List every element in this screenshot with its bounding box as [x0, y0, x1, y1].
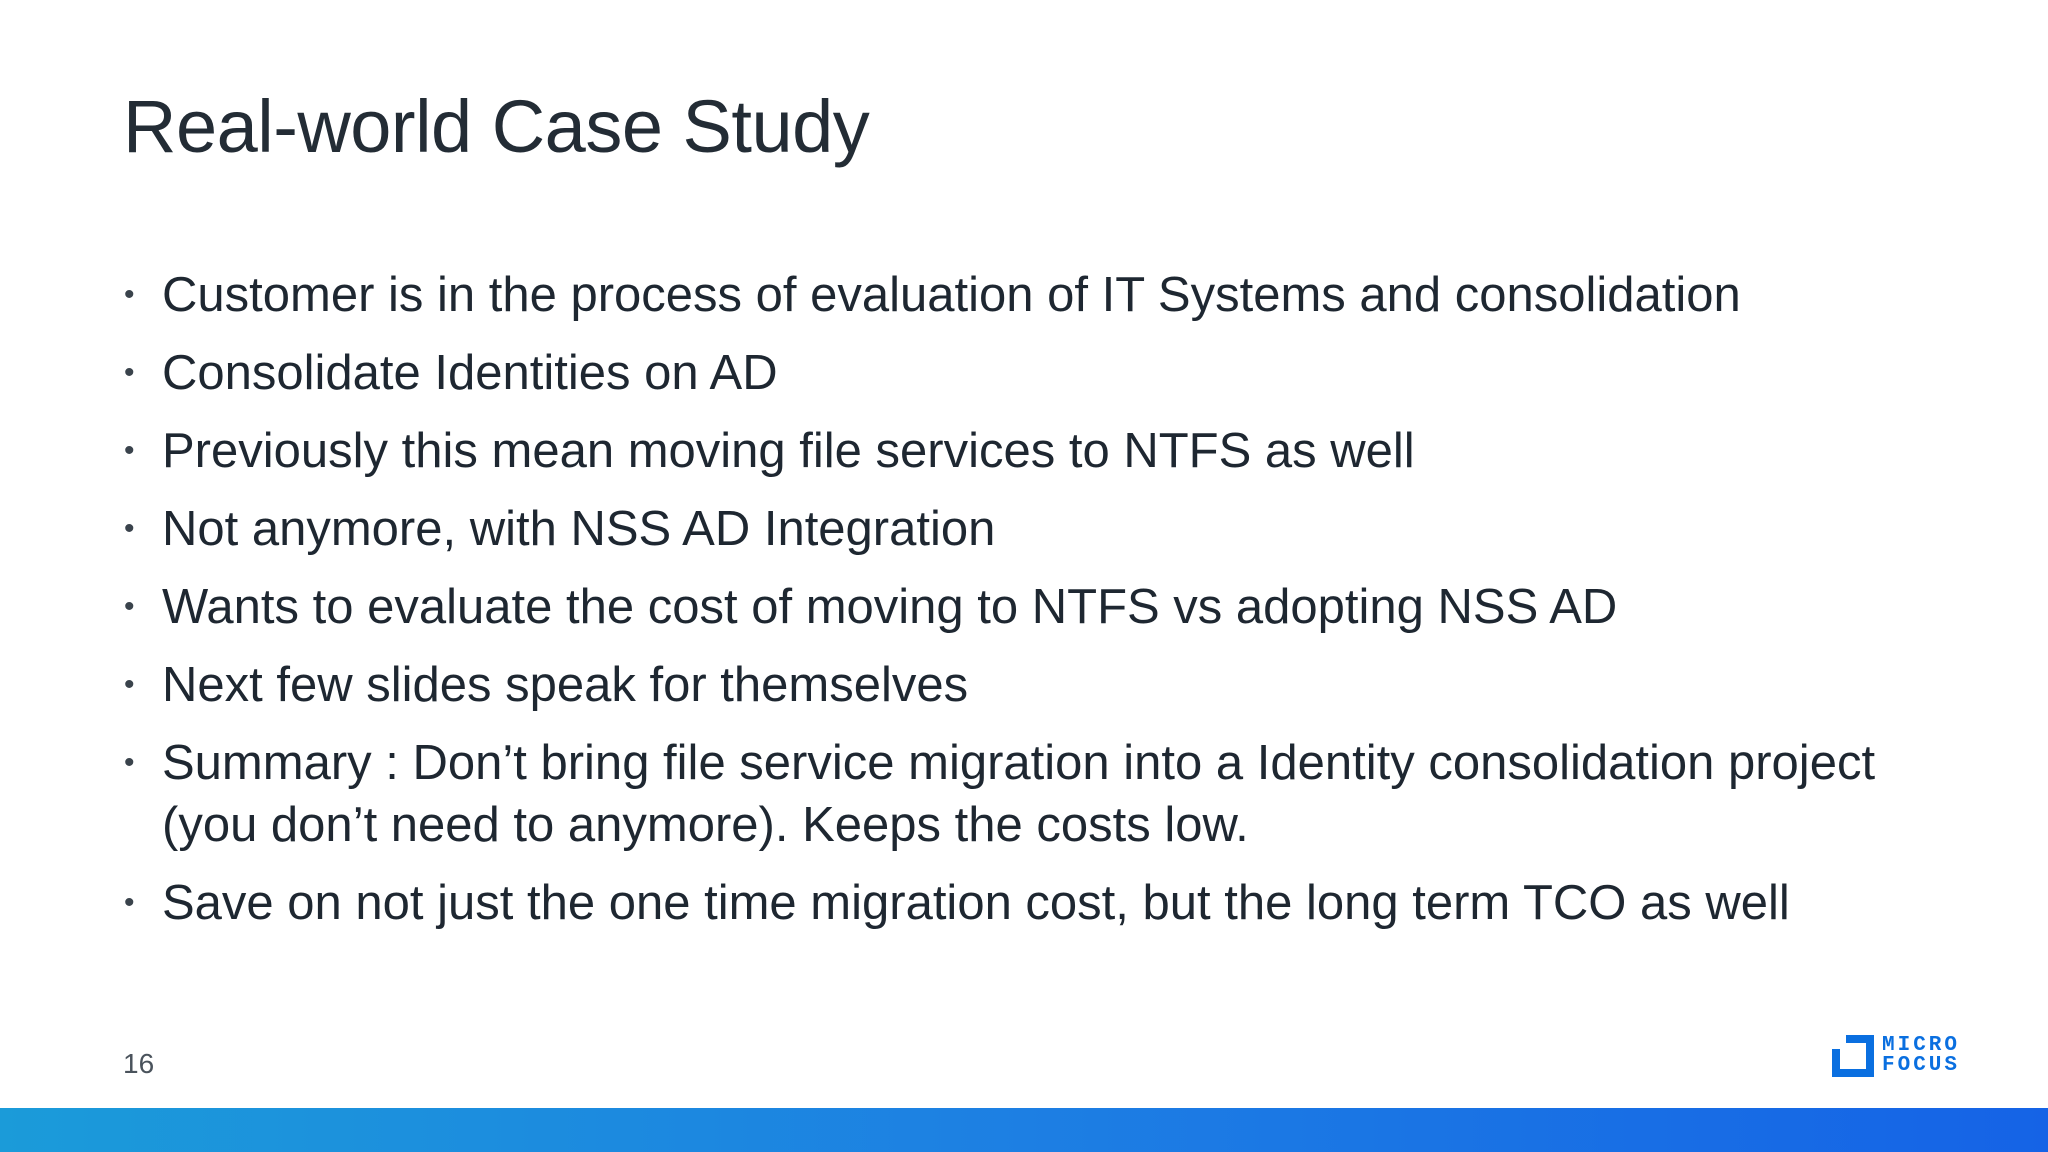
bullet-icon: • [124, 512, 135, 545]
bullet-icon: • [124, 886, 135, 919]
micro-focus-logo [1832, 1034, 2002, 1078]
page-number: 16 [123, 1048, 155, 1079]
logo-square-icon [1832, 1035, 1874, 1077]
bullet-icon: • [124, 434, 135, 467]
footer-accent-bar [0, 1108, 2048, 1152]
logo-line-2: FOCUS [1882, 1054, 1961, 1077]
bullet-item [118, 654, 1958, 716]
bullet-text: Wants to evaluate the cost of moving to NTFS vs adopting NSS AD [162, 580, 1618, 634]
bullet-text: Summary : Don’t bring file service migration into a Identity consolidation project (you don’t need to anymore). Keeps the costs low. [162, 736, 1876, 852]
bullet-text: Next few slides speak for themselves [162, 658, 969, 712]
bullet-item [118, 498, 1958, 560]
bullet-icon: • [124, 356, 135, 389]
bullet-text: Consolidate Identities on AD [162, 346, 778, 400]
logo-wordmark [1882, 1036, 1960, 1076]
bullet-item [118, 732, 1958, 856]
bullet-item [118, 420, 1958, 482]
bullet-item [118, 872, 1958, 934]
bullet-text: Save on not just the one time migration cost, but the long term TCO as well [162, 876, 1790, 930]
bullet-list [118, 264, 1958, 950]
bullet-icon: • [124, 746, 135, 779]
bullet-text: Previously this mean moving file services to NTFS as well [162, 424, 1415, 478]
bullet-item [118, 264, 1958, 326]
bullet-text: Not anymore, with NSS AD Integration [162, 502, 996, 556]
bullet-icon: • [124, 668, 135, 701]
bullet-item [118, 342, 1958, 404]
bullet-text: Customer is in the process of evaluation of IT Systems and consolidation [162, 268, 1741, 322]
bullet-item [118, 576, 1958, 638]
bullet-icon: • [124, 590, 135, 623]
logo-line-1: MICRO [1882, 1034, 1961, 1057]
slide-title: Real-world Case Study [123, 85, 870, 168]
bullet-icon: • [124, 278, 135, 311]
